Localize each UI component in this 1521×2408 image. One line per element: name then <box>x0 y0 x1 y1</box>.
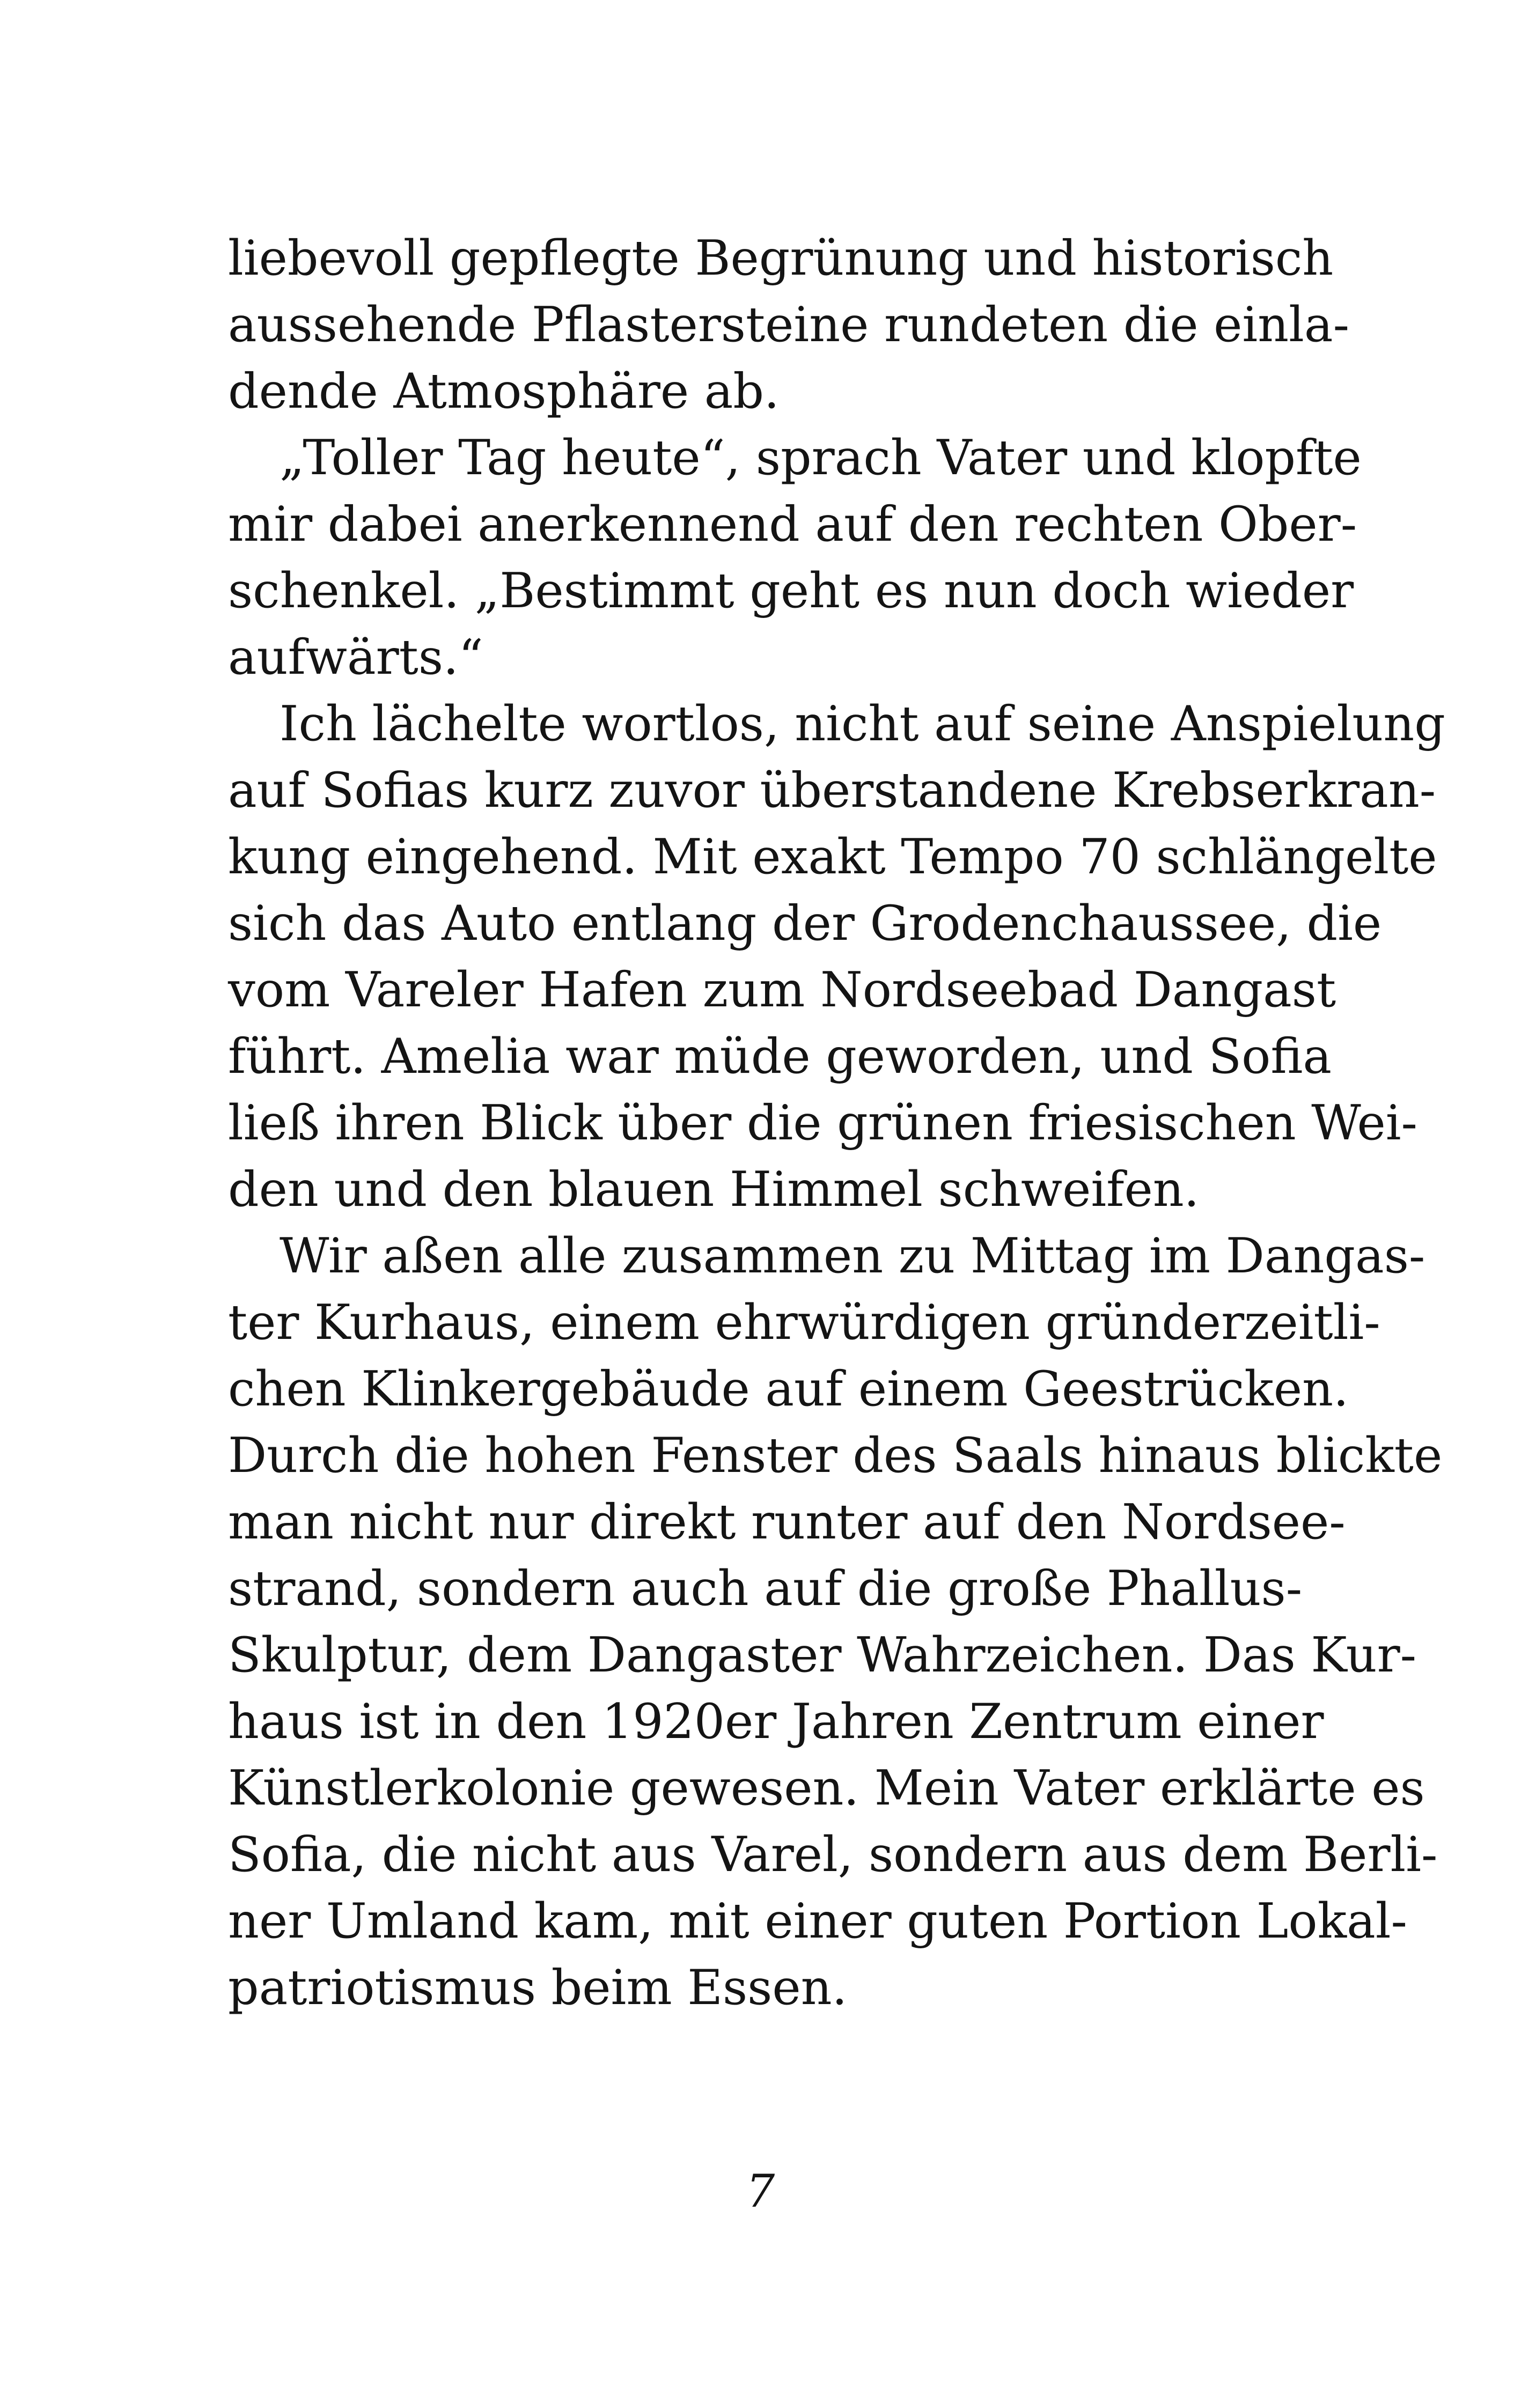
page-number: 7 <box>746 2165 775 2218</box>
paragraph-1 <box>228 225 1349 425</box>
text-line: liebevoll gepflegte Begrünung und historisch <box>228 230 1334 286</box>
text-line: ließ ihren Blick über die grünen friesischen Wei- <box>228 1095 1417 1151</box>
text-line: „Toller Tag heute“, sprach Vater und klopfte <box>280 430 1362 486</box>
text-line: aufwärts.“ <box>228 629 483 686</box>
text-line: kung eingehend. Mit exakt Tempo 70 schlängelte <box>228 829 1437 885</box>
text-line: Sofia, die nicht aus Varel, sondern aus dem Berli- <box>228 1827 1438 1883</box>
text-line: strand, sondern auch auf die große Phallus- <box>228 1560 1303 1617</box>
text-line: aussehende Pflastersteine rundeten die einla- <box>228 297 1349 353</box>
text-line: chen Klinkergebäude auf einem Geestrücken. <box>228 1361 1349 1417</box>
text-line: haus ist in den 1920er Jahren Zentrum einer <box>228 1693 1324 1750</box>
paragraph-2 <box>228 425 1362 691</box>
text-line: ter Kurhaus, einem ehrwürdigen gründerzeitli- <box>228 1294 1380 1351</box>
body-text <box>228 225 1445 2021</box>
text-line: dende Atmosphäre ab. <box>228 363 780 419</box>
text-line: man nicht nur direkt runter auf den Nordsee- <box>228 1494 1346 1550</box>
paragraph-3 <box>228 691 1445 1223</box>
text-line: mir dabei anerkennend auf den rechten Ober- <box>228 496 1357 553</box>
text-line: den und den blauen Himmel schweifen. <box>228 1161 1200 1218</box>
text-line: schenkel. „Bestimmt geht es nun doch wieder <box>228 563 1354 619</box>
text-line: Skulptur, dem Dangaster Wahrzeichen. Das Kur- <box>228 1627 1417 1683</box>
text-line: Durch die hohen Fenster des Saals hinaus blickte <box>228 1427 1443 1484</box>
text-line: führt. Amelia war müde geworden, und Sofia <box>228 1028 1332 1085</box>
text-line: sich das Auto entlang der Grodenchaussee, die <box>228 895 1382 952</box>
text-line: Ich lächelte wortlos, nicht auf seine Anspielung <box>280 696 1445 752</box>
text-line: patriotismus beim Essen. <box>228 1960 848 2016</box>
text-line: Wir aßen alle zusammen zu Mittag im Dangas- <box>280 1228 1426 1284</box>
text-line: ner Umland kam, mit einer guten Portion Lokal- <box>228 1893 1407 1949</box>
text-line: vom Vareler Hafen zum Nordseebad Dangast <box>228 962 1336 1018</box>
text-line: auf Sofias kurz zuvor überstandene Krebserkran- <box>228 762 1436 819</box>
text-line: Künstlerkolonie gewesen. Mein Vater erklärte es <box>228 1760 1425 1816</box>
paragraph-4 <box>228 1223 1443 2021</box>
